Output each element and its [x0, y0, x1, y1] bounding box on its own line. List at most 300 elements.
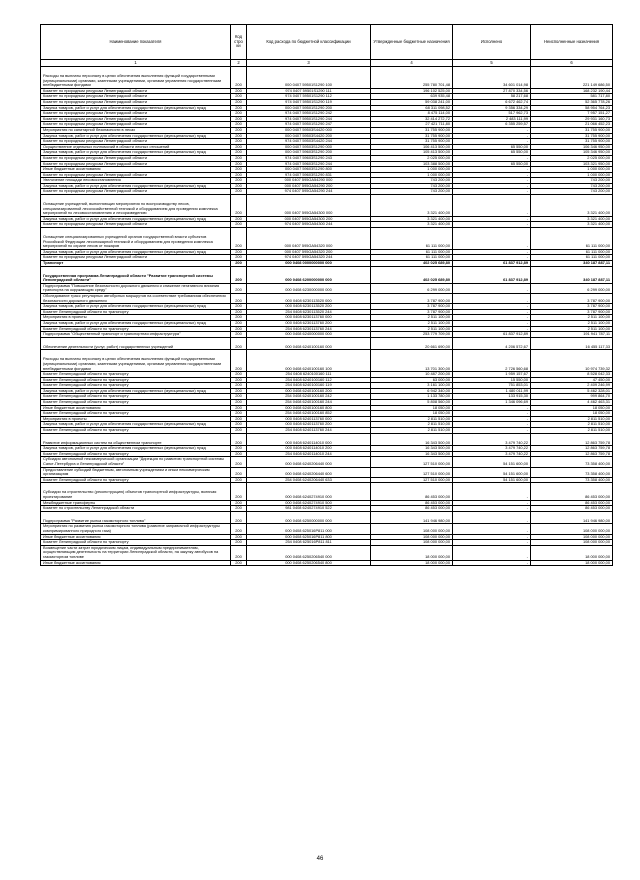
row-indicator-name: Расходы на выплаты персоналу в целях обеспечения выполнения функций государственными (муниципальными) органами, казенными учреждениями, органами управления государственными внебюджетными фондами: [41, 67, 231, 89]
row-budget-code: 000 0408 6240206440 000: [247, 457, 371, 467]
row-unexecuted-amount: 2 511 100,00: [531, 326, 613, 332]
row-indicator-name: Межбюджетные трансферты: [41, 500, 231, 506]
row-line-code: 200: [231, 183, 247, 189]
table-row: [41, 545, 613, 560]
row-budget-code: 000 0408 6200000000 000: [247, 266, 371, 283]
row-approved-amount: 1 133 780,00: [371, 394, 453, 400]
row-unexecuted-amount: 7 957 151,27: [531, 111, 613, 117]
row-indicator-name: Комитет Ленинградской области по транспорту: [41, 400, 231, 406]
row-indicator-name: Мероприятия в проекты: [41, 315, 231, 321]
row-budget-code: 000 0407 595GA54300 000: [247, 195, 371, 217]
row-approved-amount: 2 511 100,00: [371, 320, 453, 326]
row-line-code: 200: [231, 99, 247, 105]
row-unexecuted-amount: 3 787 900,00: [531, 293, 613, 303]
row-executed-amount: -: [453, 411, 531, 417]
row-indicator-name: Предоставление субсидий бюджетным, автономным учреждениям и иным некоммерческим организациям: [41, 467, 231, 477]
row-unexecuted-amount: 743 200,00: [531, 178, 613, 184]
row-line-code: 200: [231, 94, 247, 100]
row-line-code: 200: [231, 483, 247, 500]
table-row: [41, 320, 613, 326]
row-indicator-name: Комитет Ленинградской области по транспорту: [41, 383, 231, 389]
row-budget-code: 000 0407 595GA54290 000: [247, 178, 371, 184]
column-number: 3: [247, 60, 371, 67]
row-approved-amount: 10 487 200,00: [371, 372, 453, 378]
row-executed-amount: -: [453, 511, 531, 524]
row-unexecuted-amount: 86 453 000,00: [531, 506, 613, 512]
row-approved-amount: 18 050,00: [371, 411, 453, 417]
row-approved-amount: 68 311 098,52: [371, 105, 453, 111]
row-line-code: 200: [231, 500, 247, 506]
page-number: 46: [316, 856, 324, 862]
table-row: [41, 400, 613, 406]
row-unexecuted-amount: 18 050,00: [531, 411, 613, 417]
row-unexecuted-amount: 47 450,00: [531, 377, 613, 383]
row-line-code: 200: [231, 293, 247, 303]
row-budget-code: 254 0408 6240100160 244: [247, 400, 371, 406]
table-row: [41, 433, 613, 446]
row-line-code: 200: [231, 506, 247, 512]
row-line-code: 200: [231, 105, 247, 111]
row-executed-amount: 4 206 572,67: [453, 337, 531, 350]
table-row: [41, 372, 613, 378]
table-row: [41, 255, 613, 261]
row-line-code: 200: [231, 167, 247, 173]
row-unexecuted-amount: 168 232 190,44: [531, 88, 613, 94]
row-budget-code: 000 0408 0000000000 000: [247, 261, 371, 267]
row-unexecuted-amount: 21 066 452,23: [531, 122, 613, 128]
row-unexecuted-amount: 999 864,70: [531, 394, 613, 400]
row-approved-amount: 108 000 000,00: [371, 524, 453, 534]
row-indicator-name: Осуществление отдельных полномочий в области лесных отношений: [41, 144, 231, 150]
row-unexecuted-amount: 108 000 000,00: [531, 540, 613, 546]
row-indicator-name: Мероприятия по развитию рынка газомоторного топлива (развитие заправочной инфраструктуры компримированного природного газа): [41, 524, 231, 534]
row-line-code: 200: [231, 266, 247, 283]
row-executed-amount: -: [453, 416, 531, 422]
row-indicator-name: Иные бюджетные ассигнования: [41, 405, 231, 411]
row-approved-amount: 16 343 500,00: [371, 446, 453, 452]
row-approved-amount: 196 102 525,00: [371, 88, 453, 94]
row-approved-amount: 3 787 900,00: [371, 309, 453, 315]
row-unexecuted-amount: 5 462 328,01: [531, 388, 613, 394]
row-approved-amount: 3 321 400,00: [371, 216, 453, 222]
row-indicator-name: Закупка товаров, работ и услуг для обеспечения государственных (муниципальных) нужд: [41, 446, 231, 452]
row-executed-amount: 133 915,30: [453, 394, 531, 400]
column-number: 5: [453, 60, 531, 67]
row-line-code: 200: [231, 222, 247, 228]
row-approved-amount: 31 755 900,00: [371, 139, 453, 145]
row-indicator-name: Транспорт: [41, 261, 231, 267]
row-budget-code: 000 0408 6240100160 000: [247, 337, 371, 350]
row-indicator-name: Подпрограмма "Развитие рынка газомоторного топлива": [41, 511, 231, 524]
row-executed-amount: -: [453, 255, 531, 261]
table-row: [41, 560, 613, 566]
row-budget-code: 974 0407 59603S1290 243: [247, 155, 371, 161]
row-budget-code: 000 0407 59501S1290 100: [247, 67, 371, 89]
table-row: [41, 222, 613, 228]
row-indicator-name: Комитет Ленинградской области по транспорту: [41, 411, 231, 417]
row-approved-amount: 13 701 300,00: [371, 350, 453, 372]
row-unexecuted-amount: 2 511 100,00: [531, 320, 613, 326]
row-approved-amount: 106 413 500,00: [371, 144, 453, 150]
row-executed-amount: -: [453, 428, 531, 434]
row-unexecuted-amount: 58 954 764,23: [531, 105, 613, 111]
table-row: [41, 67, 613, 89]
row-unexecuted-amount: 3 321 400,00: [531, 195, 613, 217]
row-indicator-name: Иные бюджетные ассигнования: [41, 534, 231, 540]
table-row: [41, 216, 613, 222]
table-row: [41, 422, 613, 428]
row-unexecuted-amount: 2 511 100,00: [531, 315, 613, 321]
row-approved-amount: 103 388 500,00: [371, 161, 453, 167]
row-executed-amount: 54 151 600,00: [453, 467, 531, 477]
row-approved-amount: 18 000 000,00: [371, 545, 453, 560]
row-unexecuted-amount: 61 111 000,00: [531, 255, 613, 261]
row-line-code: 200: [231, 161, 247, 167]
table-header-row: [41, 25, 613, 60]
row-budget-code: 000 0408 6250206540 000: [247, 545, 371, 560]
row-budget-code: 254 0408 625016Р811 811: [247, 540, 371, 546]
table-row: [41, 411, 613, 417]
row-approved-amount: 31 755 900,00: [371, 133, 453, 139]
table-row: [41, 183, 613, 189]
row-indicator-name: Закупка товаров, работ и услуг для обеспечения государственных (муниципальных) нужд: [41, 105, 231, 111]
row-indicator-name: Закупка товаров, работ и услуг для обеспечения государственных (муниципальных) нужд: [41, 150, 231, 156]
row-executed-amount: -: [453, 534, 531, 540]
row-indicator-name: Закупка товаров, работ и услуг для обеспечения государственных (муниципальных) нужд: [41, 183, 231, 189]
row-line-code: 200: [231, 261, 247, 267]
row-executed-amount: -: [453, 155, 531, 161]
row-executed-amount: 34 601 014,98: [453, 67, 531, 89]
row-unexecuted-amount: 86 453 000,00: [531, 500, 613, 506]
row-budget-code: 000 0408 625016Р811 000: [247, 524, 371, 534]
header-line-code: Код стро ки: [231, 25, 247, 60]
table-row: [41, 116, 613, 122]
row-budget-code: 974 0407 59603S1290 244: [247, 161, 371, 167]
row-unexecuted-amount: 2 811 510,00: [531, 422, 613, 428]
row-line-code: 200: [231, 150, 247, 156]
row-indicator-name: Комитет Ленинградской области по транспорту: [41, 540, 231, 546]
row-executed-amount: -: [453, 228, 531, 250]
row-unexecuted-amount: 340 187 887,11: [531, 261, 613, 267]
row-unexecuted-amount: 1 000 000,00: [531, 167, 613, 173]
row-line-code: 200: [231, 457, 247, 467]
row-line-code: 200: [231, 405, 247, 411]
row-approved-amount: 402 025 689,80: [371, 261, 453, 267]
table-row: [41, 304, 613, 310]
row-indicator-name: Комитет по природным ресурсам Ленинградской области: [41, 139, 231, 145]
row-executed-amount: 6 672 462,74: [453, 99, 531, 105]
row-budget-code: 254 0408 6240100160 852: [247, 411, 371, 417]
row-indicator-name: Субсидии на строительство (реконструкцию) объектов транспортной инфраструктуры, включая проектирование: [41, 483, 231, 500]
table-row: [41, 511, 613, 524]
row-line-code: 200: [231, 540, 247, 546]
row-indicator-name: Субсидия автономной некоммерческой организации "Дирекция по развитию транспортной системы Санкт-Петербурга и Ленинградской области": [41, 457, 231, 467]
row-budget-code: 981 0408 6240274910 522: [247, 506, 371, 512]
row-budget-code: 254 0408 6230113760 244: [247, 326, 371, 332]
row-indicator-name: Мероприятия в проекты: [41, 416, 231, 422]
row-executed-amount: 54 151 600,00: [453, 457, 531, 467]
row-executed-amount: 61 837 912,89: [453, 332, 531, 338]
row-unexecuted-amount: 2 811 510,00: [531, 428, 613, 434]
row-executed-amount: -: [453, 183, 531, 189]
table-row: [41, 127, 613, 133]
row-unexecuted-amount: 10 974 739,32: [531, 350, 613, 372]
row-indicator-name: Комитет Ленинградской области по транспорту: [41, 377, 231, 383]
row-unexecuted-amount: 3 787 900,00: [531, 304, 613, 310]
row-approved-amount: 2 811 510,00: [371, 422, 453, 428]
row-approved-amount: 141 946 980,00: [371, 511, 453, 524]
table-row: [41, 161, 613, 167]
row-line-code: 200: [231, 172, 247, 178]
table-row: [41, 195, 613, 217]
row-budget-code: 974 0407 59501S1290 119: [247, 99, 371, 105]
row-line-code: 200: [231, 139, 247, 145]
table-row: [41, 428, 613, 434]
row-executed-amount: -: [453, 304, 531, 310]
row-unexecuted-amount: 31 755 900,00: [531, 127, 613, 133]
row-line-code: 200: [231, 255, 247, 261]
row-budget-code: 000 0408 6240274910 500: [247, 500, 371, 506]
row-approved-amount: 61 111 000,00: [371, 255, 453, 261]
row-unexecuted-amount: 3 787 900,00: [531, 309, 613, 315]
row-unexecuted-amount: 191 941 787,11: [531, 332, 613, 338]
row-indicator-name: Мероприятия по санитарной безопасности в лесах: [41, 127, 231, 133]
column-number-row: [41, 60, 613, 67]
row-executed-amount: -: [453, 500, 531, 506]
row-line-code: 200: [231, 416, 247, 422]
row-unexecuted-amount: 2 025 000,00: [531, 155, 613, 161]
row-executed-amount: 58 217,68: [453, 94, 531, 100]
row-budget-code: 000 0408 6240000000 000: [247, 332, 371, 338]
row-indicator-name: Закупка товаров, работ и услуг для обеспечения государственных (муниципальных) нужд: [41, 320, 231, 326]
row-unexecuted-amount: 105 346 950,00: [531, 150, 613, 156]
table-row: [41, 172, 613, 178]
row-executed-amount: -: [453, 133, 531, 139]
row-budget-code: 974 0407 59501S1290 112: [247, 94, 371, 100]
row-executed-amount: 15 550,00: [453, 377, 531, 383]
table-row: [41, 309, 613, 315]
row-indicator-name: Закупка товаров, работ и услуг для обеспечения государственных (муниципальных) нужд: [41, 133, 231, 139]
row-indicator-name: Комитет по природным ресурсам Ленинградской области: [41, 172, 231, 178]
row-budget-code: 254 0408 6240100160 119: [247, 383, 371, 389]
row-unexecuted-amount: 29 931 160,73: [531, 116, 613, 122]
row-approved-amount: 61 111 000,00: [371, 249, 453, 255]
table-row: [41, 388, 613, 394]
table-row: [41, 133, 613, 139]
row-indicator-name: Расходы на выплаты персоналу в целях обеспечения выполнения функций государственными (муниципальными) органами, казенными учреждениями, органами управления государственными внебюджетными фондами: [41, 350, 231, 372]
row-approved-amount: 127 510 000,00: [371, 467, 453, 477]
row-indicator-name: Увеличение площади лесовосстановления: [41, 178, 231, 184]
table-row: [41, 451, 613, 457]
row-budget-code: 000 0408 6240113760 200: [247, 422, 371, 428]
row-executed-amount: -: [453, 560, 531, 566]
row-unexecuted-amount: 12 863 759,78: [531, 446, 613, 452]
row-executed-amount: 54 151 600,00: [453, 477, 531, 483]
row-executed-amount: -: [453, 189, 531, 195]
row-budget-code: 000 0408 6250000000 000: [247, 511, 371, 524]
row-unexecuted-amount: 31 755 900,00: [531, 139, 613, 145]
row-indicator-name: Комитет Ленинградской области по транспорту: [41, 372, 231, 378]
row-approved-amount: 6 299 000,00: [371, 283, 453, 293]
column-number: 1: [41, 60, 231, 67]
row-unexecuted-amount: 73 358 400,00: [531, 477, 613, 483]
row-unexecuted-amount: 73 358 400,00: [531, 467, 613, 477]
row-executed-amount: -: [453, 127, 531, 133]
table-row: [41, 540, 613, 546]
table-row: [41, 94, 613, 100]
table-row: [41, 249, 613, 255]
row-approved-amount: 16 343 500,00: [371, 433, 453, 446]
row-indicator-name: Комитет по природным ресурсам Ленинградской области: [41, 222, 231, 228]
row-unexecuted-amount: 18 000 000,00: [531, 560, 613, 566]
row-indicator-name: Комитет по природным ресурсам Ленинградской области: [41, 255, 231, 261]
row-approved-amount: 105 413 500,00: [371, 150, 453, 156]
row-executed-amount: 1 346 096,69: [453, 400, 531, 406]
row-line-code: 200: [231, 383, 247, 389]
row-approved-amount: 639 935,48: [371, 94, 453, 100]
row-approved-amount: 255 780 701,48: [371, 67, 453, 89]
row-budget-code: 000 0407 595GA54320 200: [247, 249, 371, 255]
row-executed-amount: -: [453, 139, 531, 145]
row-budget-code: 000 0408 6230113760 200: [247, 320, 371, 326]
table-row: [41, 326, 613, 332]
table-row: [41, 266, 613, 283]
row-indicator-name: Закупка товаров, работ и услуг для обеспечения государственных (муниципальных) нужд: [41, 304, 231, 310]
table-row: [41, 293, 613, 303]
row-line-code: 200: [231, 144, 247, 150]
row-indicator-name: Комитет по природным ресурсам Ленинградской области: [41, 189, 231, 195]
row-approved-amount: 18 050,00: [371, 405, 453, 411]
row-budget-code: 254 0408 6240113760 244: [247, 428, 371, 434]
row-indicator-name: Возмещение части затрат юридическим лицам, индивидуальным предпринимателям, осуществляющим деятельность на территории Ленинградской области, на закупку автобусов на газомоторном топливе: [41, 545, 231, 560]
row-unexecuted-amount: 12 863 759,78: [531, 433, 613, 446]
row-indicator-name: Подпрограмма "Общественный транспорт и транспортная инфраструктура": [41, 332, 231, 338]
row-approved-amount: 2 511 100,00: [371, 326, 453, 332]
row-budget-code: 000 0408 6240113760 000: [247, 416, 371, 422]
row-indicator-name: Обследование трасс регулярных автобусных маршрутов на соответствие требованиям обеспечения безопасности дорожного движения: [41, 293, 231, 303]
row-indicator-name: Комитет Ленинградской области по транспорту: [41, 428, 231, 434]
row-unexecuted-amount: 8 528 042,33: [531, 372, 613, 378]
row-indicator-name: Комитет Ленинградской области по транспорту: [41, 326, 231, 332]
table-row: [41, 467, 613, 477]
row-indicator-name: Закупка товаров, работ и услуг для обеспечения государственных (муниципальных) нужд: [41, 422, 231, 428]
row-line-code: 200: [231, 178, 247, 184]
row-executed-amount: 517 962,73: [453, 111, 531, 117]
row-line-code: 200: [231, 116, 247, 122]
row-executed-amount: -: [453, 483, 531, 500]
row-indicator-name: Комитет по строительству Ленинградской области: [41, 506, 231, 512]
table-row: [41, 99, 613, 105]
row-unexecuted-amount: 221 149 686,50: [531, 67, 613, 89]
row-executed-amount: -: [453, 405, 531, 411]
row-executed-amount: 6 355 259,57: [453, 122, 531, 128]
row-approved-amount: 63 000,00: [371, 377, 453, 383]
table-row: [41, 228, 613, 250]
row-indicator-name: Комитет по природным ресурсам Ленинградской области: [41, 88, 231, 94]
row-unexecuted-amount: 73 358 400,00: [531, 457, 613, 467]
row-executed-amount: -: [453, 506, 531, 512]
row-unexecuted-amount: 103 321 950,00: [531, 161, 613, 167]
row-line-code: 200: [231, 111, 247, 117]
row-approved-amount: 59 038 241,00: [371, 99, 453, 105]
row-approved-amount: 127 510 000,00: [371, 477, 453, 483]
row-line-code: 200: [231, 249, 247, 255]
column-number: 6: [531, 60, 613, 67]
row-budget-code: 254 0408 6240206440 633: [247, 477, 371, 483]
table-row: [41, 394, 613, 400]
row-line-code: 200: [231, 88, 247, 94]
row-budget-code: 254 0408 6240100160 111: [247, 372, 371, 378]
row-budget-code: 000 0407 59503S4420 200: [247, 133, 371, 139]
row-budget-code: 974 0407 595GA54300 244: [247, 222, 371, 228]
row-line-code: 200: [231, 216, 247, 222]
row-indicator-name: Обеспечение деятельности (услуг, работ) государственных учреждений: [41, 337, 231, 350]
row-budget-code: 000 0408 6240100160 200: [247, 388, 371, 394]
row-unexecuted-amount: 108 000 000,00: [531, 524, 613, 534]
row-unexecuted-amount: 16 455 117,33: [531, 337, 613, 350]
row-executed-amount: 65 550,00: [453, 161, 531, 167]
row-line-code: 200: [231, 155, 247, 161]
row-unexecuted-amount: 18 050,00: [531, 405, 613, 411]
table-row: [41, 446, 613, 452]
row-line-code: 200: [231, 337, 247, 350]
row-unexecuted-amount: 743 200,00: [531, 183, 613, 189]
row-approved-amount: 32 414 272,72: [371, 116, 453, 122]
row-unexecuted-amount: 4 462 463,31: [531, 400, 613, 406]
row-unexecuted-amount: 31 755 900,00: [531, 133, 613, 139]
table-row: [41, 506, 613, 512]
column-number: 4: [371, 60, 453, 67]
row-line-code: 200: [231, 400, 247, 406]
row-approved-amount: 3 161 100,00: [371, 383, 453, 389]
row-budget-code: 974 0407 59501S1290 247: [247, 122, 371, 128]
row-budget-code: 974 0407 595GA54290 244: [247, 189, 371, 195]
row-indicator-name: Закупка товаров, работ и услуг для обеспечения государственных (муниципальных) нужд: [41, 388, 231, 394]
row-executed-amount: -: [453, 309, 531, 315]
row-line-code: 200: [231, 122, 247, 128]
row-executed-amount: -: [453, 422, 531, 428]
row-approved-amount: 86 453 000,00: [371, 500, 453, 506]
row-indicator-name: Подпрограмма "Повышение безопасности дорожного движения и снижение негативного влияния транспорта на окружающую среду": [41, 283, 231, 293]
row-indicator-name: Оснащение специализированных учреждений органов государственной власти субъектов Российской Федерации лесопожарной техникой и оборудованием для проведения комплекса мероприятий по охране лесов от пожаров: [41, 228, 231, 250]
row-executed-amount: -: [453, 524, 531, 534]
table-body: [41, 67, 613, 566]
row-approved-amount: 2 811 510,00: [371, 416, 453, 422]
row-executed-amount: 2 483 111,99: [453, 116, 531, 122]
row-executed-amount: -: [453, 178, 531, 184]
row-line-code: 200: [231, 560, 247, 566]
row-indicator-name: Комитет по природным ресурсам Ленинградской области: [41, 94, 231, 100]
row-budget-code: 000 0408 6230000000 000: [247, 283, 371, 293]
row-line-code: 200: [231, 524, 247, 534]
row-budget-code: 974 0407 59603S1290 831: [247, 172, 371, 178]
budget-execution-table: [40, 24, 613, 566]
row-budget-code: 000 0407 59503S1290 000: [247, 144, 371, 150]
row-line-code: 200: [231, 477, 247, 483]
row-budget-code: 000 0408 6240114010 000: [247, 433, 371, 446]
row-executed-amount: 2 726 560,68: [453, 350, 531, 372]
header-unexecuted: Неисполненные назначения: [531, 25, 613, 60]
row-executed-amount: -: [453, 216, 531, 222]
row-approved-amount: 743 200,00: [371, 178, 453, 184]
row-indicator-name: Государственная программа Ленинградской области "Развитие транспортной системы Ленинградской области": [41, 266, 231, 283]
row-executed-amount: -: [453, 172, 531, 178]
row-line-code: 200: [231, 545, 247, 560]
row-line-code: 200: [231, 326, 247, 332]
row-executed-amount: -: [453, 283, 531, 293]
table-row: [41, 150, 613, 156]
row-budget-code: 974 0407 59501S1290 244: [247, 116, 371, 122]
